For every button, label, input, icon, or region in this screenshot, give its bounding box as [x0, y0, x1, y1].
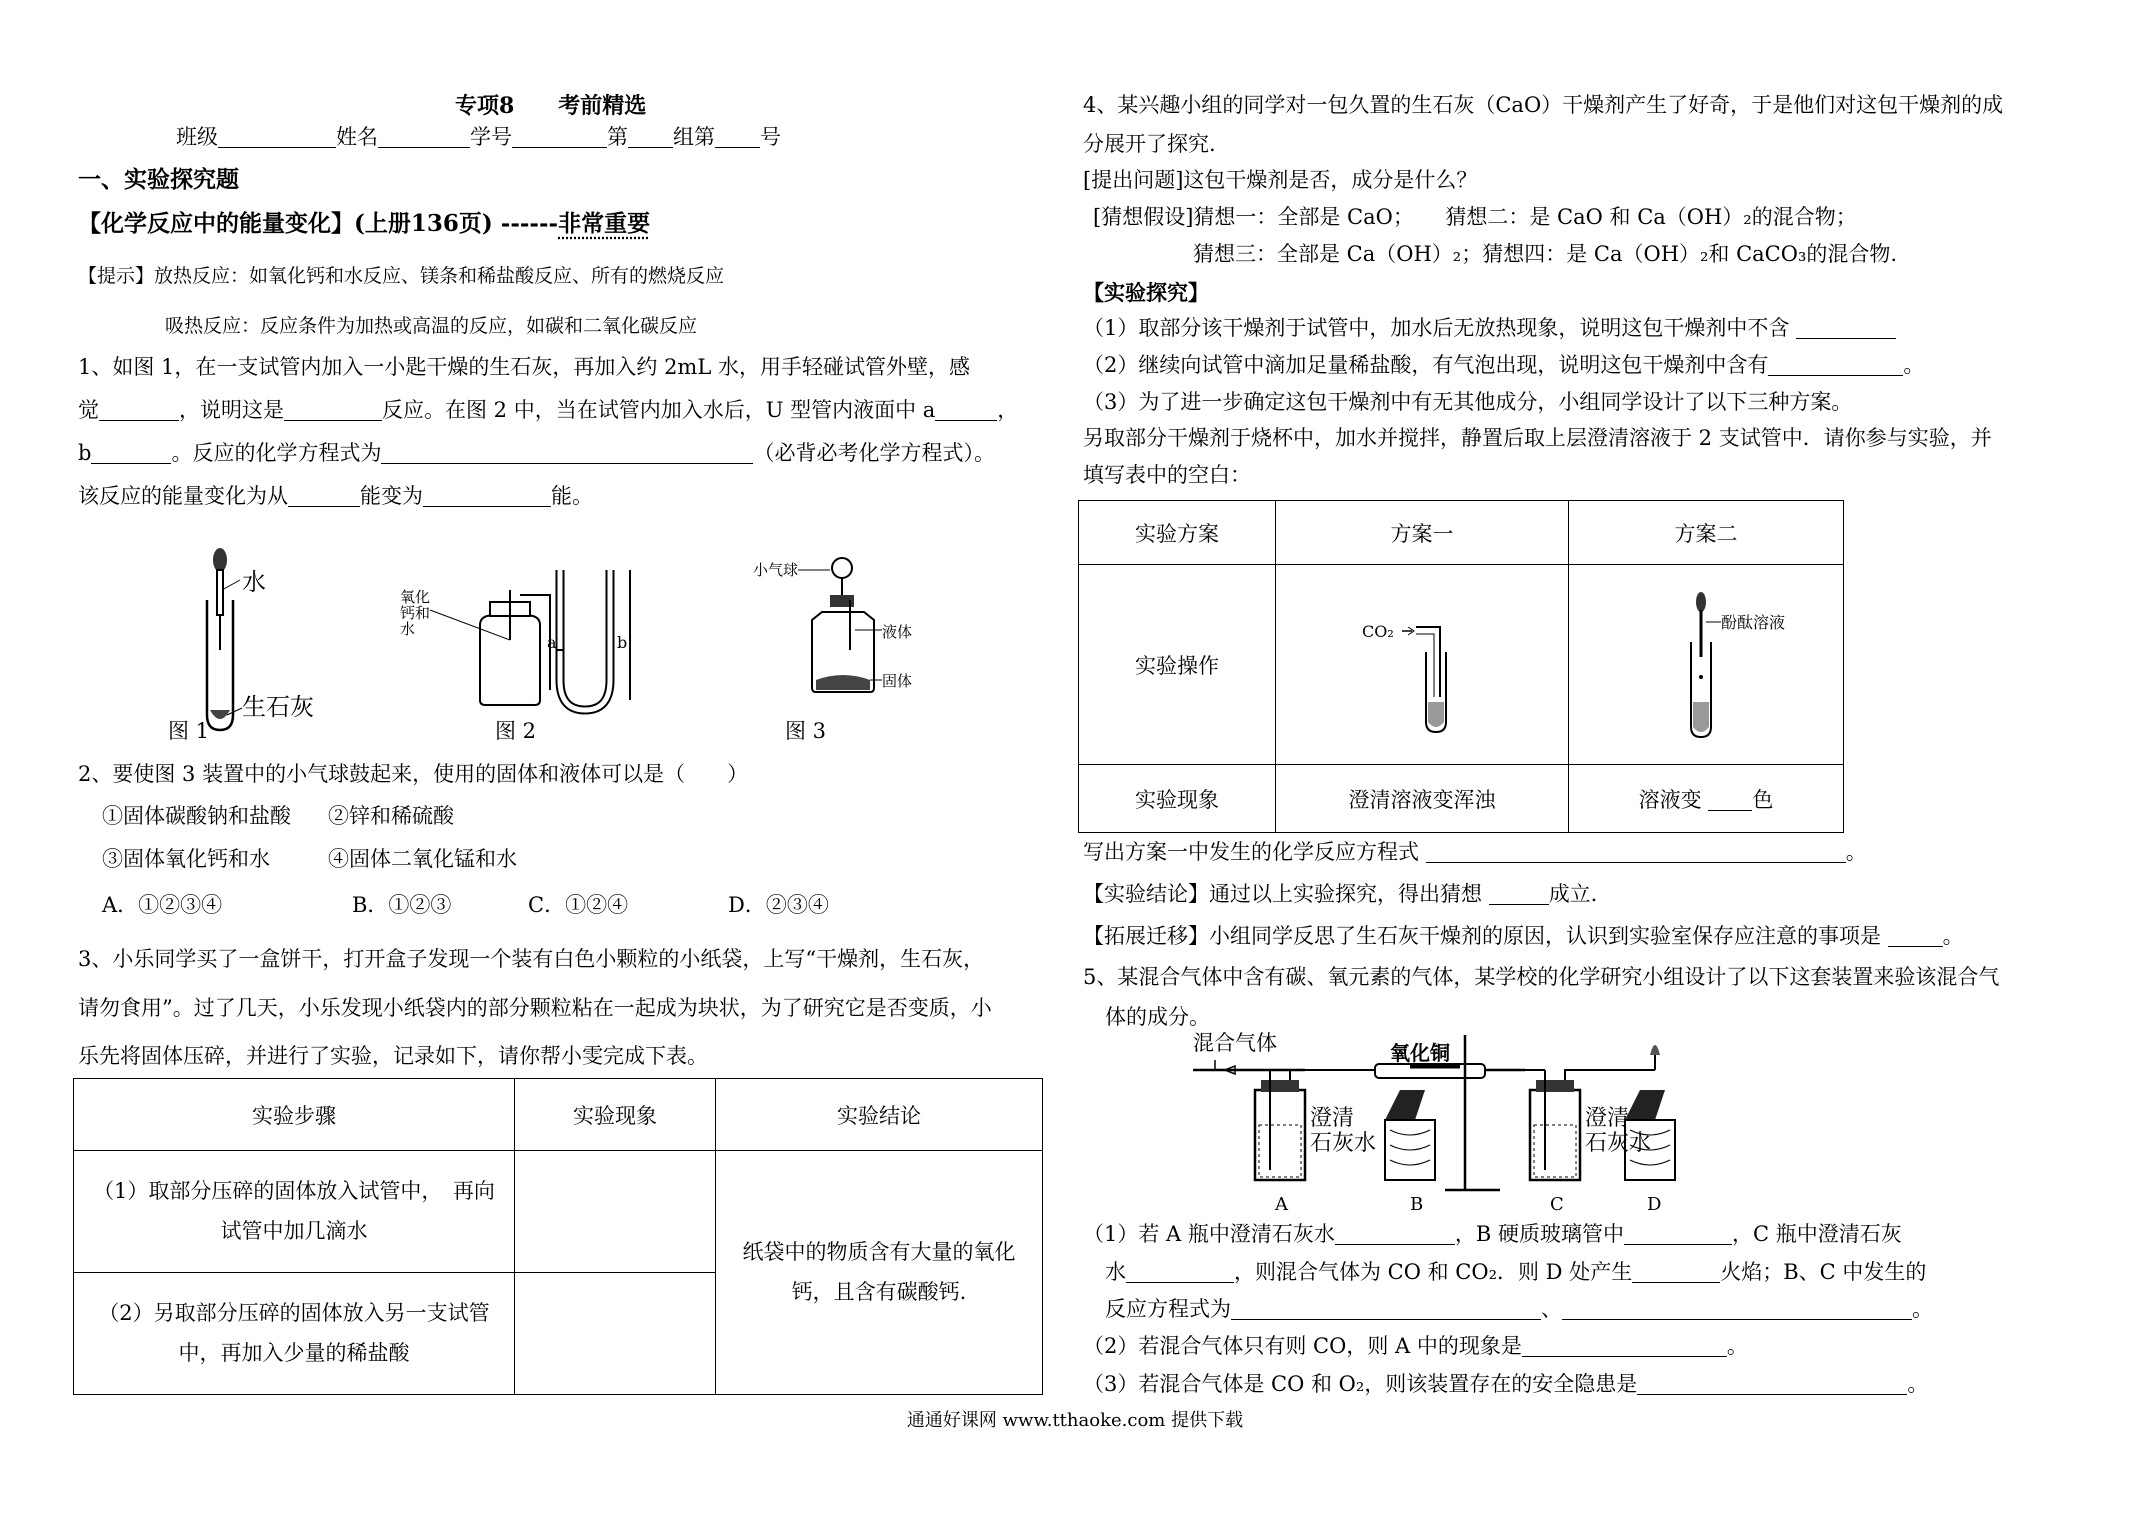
q5-text: 。 — [1726, 1334, 1748, 1358]
q2-choice-c[interactable]: C．①②④ — [528, 893, 629, 917]
q5-sub1-line1 — [1083, 1222, 1902, 1247]
q4-extension-text: 【拓展迁移】小组同学反思了生石灰干燥剂的原因，认识到实验室保存应注意的事项是 — [1083, 924, 1888, 948]
q5-blank-eq1[interactable] — [1231, 1298, 1541, 1320]
q4-line1: 4、某兴趣小组的同学对一包久置的生石灰（CaO）干燥剂产生了好奇，于是他们对这包干燥剂的成 — [1083, 93, 2004, 117]
co2-tube-diagram — [1322, 587, 1522, 737]
q4-step-2 — [1083, 353, 1924, 378]
phenolphthalein-label: 酚酞溶液 — [1721, 613, 1786, 632]
q1-text: 觉 — [78, 398, 99, 422]
q1-text: ， — [997, 398, 1019, 422]
id-label: 学号 — [470, 125, 512, 149]
q3-conclusion-line1: 纸袋中的物质含有大量的氧化 — [742, 1239, 1016, 1264]
q5-text: ，则混合气体为 CO 和 CO₂．则 D 处产生 — [1234, 1260, 1633, 1284]
seat-blank[interactable] — [715, 126, 760, 148]
hint-exothermic: 【提示】放热反应：如氧化钙和水反应、镁条和稀盐酸反应、所有的燃烧反应 — [78, 265, 725, 287]
q4-observation-label: 实验现象 — [1079, 765, 1276, 833]
label-d: D — [1647, 1194, 1662, 1215]
name-label: 姓名 — [336, 125, 378, 149]
label-c: C — [1550, 1194, 1564, 1215]
q4-blank-contains[interactable] — [1768, 354, 1903, 376]
info-line — [176, 125, 781, 150]
q1-blank-b[interactable] — [91, 442, 171, 464]
fig2-caption: 图 2 — [495, 719, 537, 743]
fig2-label-line1: 氧化 — [400, 588, 431, 606]
q1-text: （必背必考化学方程式）。 — [753, 441, 995, 465]
fig2-label-line3: 水 — [400, 620, 416, 638]
fig2-a-label: a — [547, 633, 557, 652]
q5-text: 。 — [1907, 1372, 1929, 1396]
q4-table — [1078, 500, 1844, 833]
group-pre-label: 第 — [607, 125, 628, 149]
q4-table-header — [1079, 501, 1844, 565]
id-blank[interactable] — [512, 126, 607, 148]
q5-blank-b[interactable] — [1624, 1223, 1732, 1245]
q3-step-1 — [74, 1151, 515, 1273]
q3-conclusion — [716, 1151, 1043, 1395]
q4-step-1-text: （1）取部分该干燥剂于试管中，加水后无放热现象，说明这包干燥剂中不含 — [1083, 316, 1790, 340]
q1-text: 能。 — [551, 484, 593, 508]
q4-step-5: 填写表中的空白： — [1083, 463, 1251, 487]
fig1-caption: 图 1 — [168, 719, 210, 743]
q5-line2: 体的成分。 — [1105, 1005, 1210, 1029]
q1-blank-reaction[interactable] — [284, 399, 382, 421]
q1-text: ，说明这是 — [179, 398, 284, 422]
q1-line3 — [78, 441, 995, 466]
fig3-liquid-label: 液体 — [882, 623, 913, 641]
q3-step-1-line1: （1）取部分压碎的固体放入试管中， 再向 — [93, 1178, 495, 1203]
q2-option-3: ③固体氧化钙和水 — [102, 847, 270, 871]
q5-blank-flame[interactable] — [1632, 1261, 1720, 1283]
q3-step-2-line2: 中，再加入少量的稀盐酸 — [178, 1340, 410, 1365]
q3-line2: 请勿食用”。过了几天，小乐发现小纸袋内的部分颗粒粘在一起成为块状，为了研究它是否变质，小 — [78, 996, 992, 1020]
q3-table-row — [74, 1151, 1043, 1273]
q5-blank-a[interactable] — [1335, 1223, 1455, 1245]
q4-conclusion-end: 成立. — [1548, 882, 1598, 906]
q5-sub2 — [1083, 1334, 1748, 1359]
q3-step-2-line1: （2）另取部分压碎的固体放入另一支试管 — [98, 1300, 490, 1325]
q5-line1: 5、某混合气体中含有碳、氧元素的气体，某学校的化学研究小组设计了以下这套装置来验该混合气 — [1083, 965, 2000, 989]
group-blank[interactable] — [628, 126, 673, 148]
q1-text: 反应。在图 2 中，当在试管内加入水后，U 型管内液面中 a — [382, 398, 936, 422]
figures-1-3 — [70, 540, 970, 750]
q5-text: 、 — [1541, 1297, 1562, 1321]
q4-blank-equation[interactable] — [1426, 841, 1846, 863]
q3-conclusion-line2: 钙，且含有碳酸钙. — [791, 1279, 967, 1304]
topic-head: 【化学反应中的能量变化】(上册136页) ------ — [78, 210, 559, 237]
fig2-b-label: b — [617, 633, 628, 652]
q5-blank-a-phenomenon[interactable] — [1522, 1335, 1727, 1357]
q5-sub3 — [1083, 1372, 1928, 1397]
q4-table-row — [1079, 565, 1844, 765]
q4-blank-color[interactable] — [1708, 789, 1752, 811]
q4-question: [提出问题]这包干燥剂是否，成分是什么？ — [1083, 168, 1478, 192]
q2-stem: 2、要使图 3 装置中的小气球鼓起来，使用的固体和液体可以是（ ） — [78, 762, 749, 786]
q4-step-4: 另取部分干燥剂于烧杯中，加水并搅拌，静置后取上层澄清溶液于 2 支试管中．请你参与实验，并 — [1083, 426, 1992, 450]
class-label: 班级 — [176, 125, 218, 149]
q4-equation-line — [1083, 840, 1867, 865]
q2-choice-d[interactable]: D．②③④ — [728, 893, 829, 917]
q5-text: 。 — [1912, 1297, 1933, 1321]
q4-header-plan2: 方案二 — [1569, 501, 1844, 565]
q4-plan1-diagram — [1276, 565, 1569, 765]
q4-conclusion-text: 【实验结论】通过以上实验探究，得出猜想 — [1083, 882, 1489, 906]
q4-line2: 分展开了探究. — [1083, 132, 1216, 156]
q5-text: （2）若混合气体只有则 CO，则 A 中的现象是 — [1083, 1334, 1522, 1358]
q2-choice-b[interactable]: B．①②③ — [352, 893, 452, 917]
q2-choice-a[interactable]: A．①②③④ — [102, 893, 223, 917]
q2-option-4: ④固体二氧化锰和水 — [328, 847, 517, 871]
figure-3-balloon — [753, 558, 912, 743]
copper-oxide-label: 氧化铜 — [1390, 1041, 1450, 1065]
fig1-water-label: 水 — [242, 568, 266, 596]
q3-step-1-line2: 试管中加几滴水 — [220, 1218, 368, 1243]
q3-phenomenon-1-blank[interactable] — [515, 1151, 716, 1273]
q5-text: （3）若混合气体是 CO 和 O₂，则该装置存在的安全隐患是 — [1083, 1372, 1638, 1396]
bottle-c-label-1: 澄清 — [1585, 1106, 1630, 1131]
q4-header-plan: 实验方案 — [1079, 501, 1276, 565]
q4-extension — [1083, 924, 1964, 949]
topic-heading — [78, 210, 650, 238]
q3-line1: 3、小乐同学买了一盒饼干，打开盒子发现一个装有白色小颗粒的小纸袋，上写“干燥剂，生石灰， — [78, 947, 985, 971]
q1-blank-feel[interactable] — [99, 399, 179, 421]
q5-text: 水 — [1105, 1260, 1126, 1284]
figure-1-test-tube — [168, 548, 314, 743]
q4-operation-label: 实验操作 — [1079, 565, 1276, 765]
q3-header-conclusion: 实验结论 — [716, 1079, 1043, 1151]
q4-conclusion — [1083, 882, 1597, 907]
q3-header-steps: 实验步骤 — [74, 1079, 515, 1151]
q5-text: ，B 硬质玻璃管中 — [1454, 1222, 1624, 1246]
figure-2-u-tube — [400, 570, 630, 743]
q1-blank-equation[interactable] — [381, 442, 753, 464]
q5-blank-hazard[interactable] — [1637, 1373, 1907, 1395]
q1-line4 — [78, 484, 593, 509]
q4-observation-1: 澄清溶液变浑浊 — [1276, 765, 1569, 833]
name-blank[interactable] — [378, 126, 470, 148]
q3-table — [73, 1078, 1043, 1395]
q4-header-plan1: 方案一 — [1276, 501, 1569, 565]
q4-table-row — [1079, 765, 1844, 833]
q5-text: 火焰；B、C 中发生的 — [1720, 1260, 1927, 1284]
q2-option-1: ①固体碳酸钠和盐酸 — [102, 804, 291, 828]
page-title: 专项8 考前精选 — [455, 93, 647, 119]
q1-text: 该反应的能量变化为从 — [78, 484, 288, 508]
mixed-gas-label: 混合气体 — [1193, 1031, 1277, 1055]
bottle-a-label-1: 澄清 — [1310, 1106, 1355, 1131]
bottle-c-label-2: 石灰水 — [1585, 1131, 1652, 1156]
q2-option-2: ②锌和稀硫酸 — [328, 804, 454, 828]
q3-line3: 乐先将固体压碎，并进行了实验，记录如下，请你帮小雯完成下表。 — [78, 1044, 708, 1068]
footer: 通通好课网 www.tthaoke.com 提供下载 — [906, 1410, 1244, 1431]
gas-apparatus-diagram — [1175, 1030, 1735, 1220]
group-label: 组第 — [673, 125, 715, 149]
q4-step-3: （3）为了进一步确定这包干燥剂中有无其他成分，小组同学设计了以下三种方案。 — [1083, 390, 1853, 414]
q4-step-1 — [1083, 316, 1896, 341]
q1-text: 能变为 — [360, 484, 423, 508]
q4-ob2-text: 溶液变 — [1638, 787, 1709, 812]
q4-guess-1-2: [猜想假设]猜想一：全部是 CaO； 猜想二：是 CaO 和 Ca（OH）₂的混合物； — [1093, 205, 1857, 229]
q3-header-phenomenon: 实验现象 — [515, 1079, 716, 1151]
q5-blank-eq2[interactable] — [1562, 1298, 1912, 1320]
q4-observation-2 — [1569, 765, 1844, 833]
q4-ob2-end: 色 — [1752, 787, 1774, 812]
fig3-solid-label: 固体 — [882, 672, 913, 690]
q4-equation-text: 写出方案一中发生的化学反应方程式 — [1083, 840, 1419, 864]
bottle-a-label-2: 石灰水 — [1310, 1131, 1377, 1156]
label-b: B — [1410, 1194, 1424, 1215]
q4-blank-storage[interactable] — [1888, 925, 1943, 947]
q3-phenomenon-2-blank[interactable] — [515, 1273, 716, 1395]
q3-table-header — [74, 1079, 1043, 1151]
q4-plan2-diagram — [1569, 565, 1844, 765]
q1-blank-to-energy[interactable] — [423, 485, 551, 507]
q4-extension-end: 。 — [1942, 924, 1964, 948]
hint-endothermic: 吸热反应：反应条件为加热或高温的反应，如碳和二氧化碳反应 — [165, 315, 698, 337]
q1-blank-from-energy[interactable] — [288, 485, 360, 507]
q5-sub1-line2 — [1105, 1260, 1926, 1285]
q1-line1: 1、如图 1，在一支试管内加入一小匙干燥的生石灰，再加入约 2mL 水，用手轻碰试管外壁，感 — [78, 355, 970, 379]
co2-label: CO₂ — [1362, 622, 1394, 641]
class-blank[interactable] — [218, 126, 336, 148]
q5-text: 反应方程式为 — [1105, 1297, 1231, 1321]
phenolphthalein-diagram — [1606, 582, 1806, 742]
seat-label: 号 — [760, 125, 781, 149]
q3-step-2 — [74, 1273, 515, 1395]
q4-blank-not-contain[interactable] — [1796, 317, 1896, 339]
topic-emphasis: 非常重要 — [558, 210, 651, 237]
q4-step-2-text: （2）继续向试管中滴加足量稀盐酸，有气泡出现，说明这包干燥剂中含有 — [1083, 353, 1769, 377]
q5-text: （1）若 A 瓶中澄清石灰水 — [1083, 1222, 1335, 1246]
q4-blank-guess[interactable] — [1489, 883, 1549, 905]
q4-equation-end: 。 — [1845, 840, 1867, 864]
q4-explore-heading: 【实验探究】 — [1083, 280, 1209, 305]
q1-text: b — [78, 441, 92, 465]
q1-blank-a[interactable] — [935, 399, 997, 421]
q1-line2 — [78, 398, 1018, 423]
label-a: A — [1275, 1194, 1288, 1215]
fig2-label-line2: 钙和 — [400, 604, 431, 622]
q1-text: 。反应的化学方程式为 — [171, 441, 382, 465]
fig3-caption: 图 3 — [785, 719, 827, 743]
fig1-lime-label: 生石灰 — [242, 693, 314, 721]
q5-blank-c[interactable] — [1126, 1261, 1234, 1283]
q4-guess-3-4: 猜想三：全部是 Ca（OH）₂；猜想四：是 Ca（OH）₂和 CaCO₃的混合物. — [1193, 242, 1898, 266]
q5-text: ，C 瓶中澄清石灰 — [1732, 1222, 1902, 1246]
section-heading: 一、实验探究题 — [78, 166, 239, 193]
fig3-balloon-label: 小气球 — [753, 561, 799, 579]
q5-sub1-line3 — [1105, 1297, 1933, 1322]
q4-step-2-end: 。 — [1903, 353, 1925, 377]
